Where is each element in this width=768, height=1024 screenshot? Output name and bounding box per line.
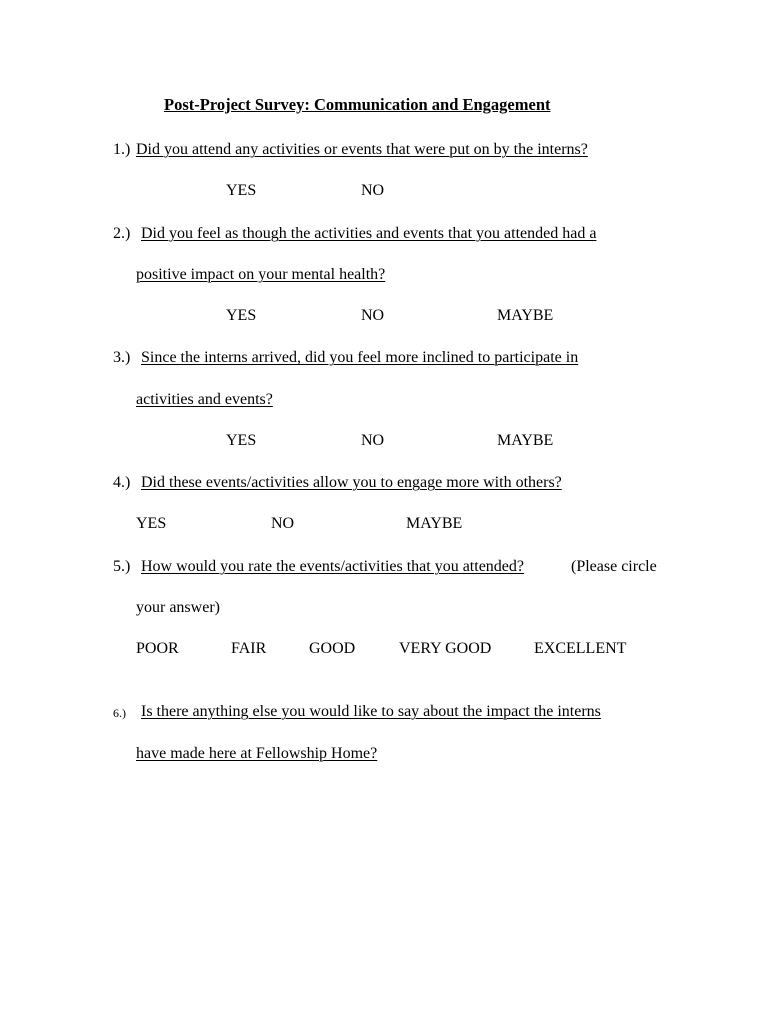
question-5-option-fair[interactable]: FAIR xyxy=(231,640,267,657)
question-6-text-line-1: Is there anything else you would like to say about the impact the interns xyxy=(141,703,601,720)
question-5-note-line-1: (Please circle xyxy=(571,558,657,575)
question-5-option-very-good[interactable]: VERY GOOD xyxy=(399,640,492,657)
question-2-option-yes[interactable]: YES xyxy=(226,307,257,324)
question-2-number: 2.) xyxy=(113,225,131,242)
question-5-option-excellent[interactable]: EXCELLENT xyxy=(534,640,627,657)
question-6-number: 6.) xyxy=(113,706,126,720)
question-4-number: 4.) xyxy=(113,474,131,491)
question-6-text-line-2: have made here at Fellowship Home? xyxy=(136,745,378,762)
question-1-text: Did you attend any activities or events that were put on by the interns? xyxy=(136,141,588,158)
question-2-option-maybe[interactable]: MAYBE xyxy=(497,307,554,324)
question-4-option-yes[interactable]: YES xyxy=(136,515,167,532)
question-5-option-poor[interactable]: POOR xyxy=(136,640,179,657)
question-4-option-no[interactable]: NO xyxy=(271,515,295,532)
question-3-option-no[interactable]: NO xyxy=(361,432,385,449)
question-4-text: Did these events/activities allow you to engage more with others? xyxy=(141,474,562,491)
question-5-note-line-2: your answer) xyxy=(136,599,220,616)
question-5-number: 5.) xyxy=(113,558,131,575)
question-1-option-yes[interactable]: YES xyxy=(226,182,257,199)
question-1-number: 1.) xyxy=(113,141,131,158)
question-5-text: How would you rate the events/activities that you attended? xyxy=(141,558,524,575)
question-3-option-maybe[interactable]: MAYBE xyxy=(497,432,554,449)
question-3-number: 3.) xyxy=(113,349,131,366)
page-title: Post-Project Survey: Communication and Engagement xyxy=(164,95,551,114)
question-3-text-line-2: activities and events? xyxy=(136,391,273,408)
question-1-option-no[interactable]: NO xyxy=(361,182,385,199)
question-2-text-line-2: positive impact on your mental health? xyxy=(136,266,386,283)
question-4-option-maybe[interactable]: MAYBE xyxy=(406,515,463,532)
question-5-option-good[interactable]: GOOD xyxy=(309,640,356,657)
question-2-option-no[interactable]: NO xyxy=(361,307,385,324)
question-2-text-line-1: Did you feel as though the activities and events that you attended had a xyxy=(141,225,597,242)
question-3-option-yes[interactable]: YES xyxy=(226,432,257,449)
question-3-text-line-1: Since the interns arrived, did you feel more inclined to participate in xyxy=(141,349,579,366)
